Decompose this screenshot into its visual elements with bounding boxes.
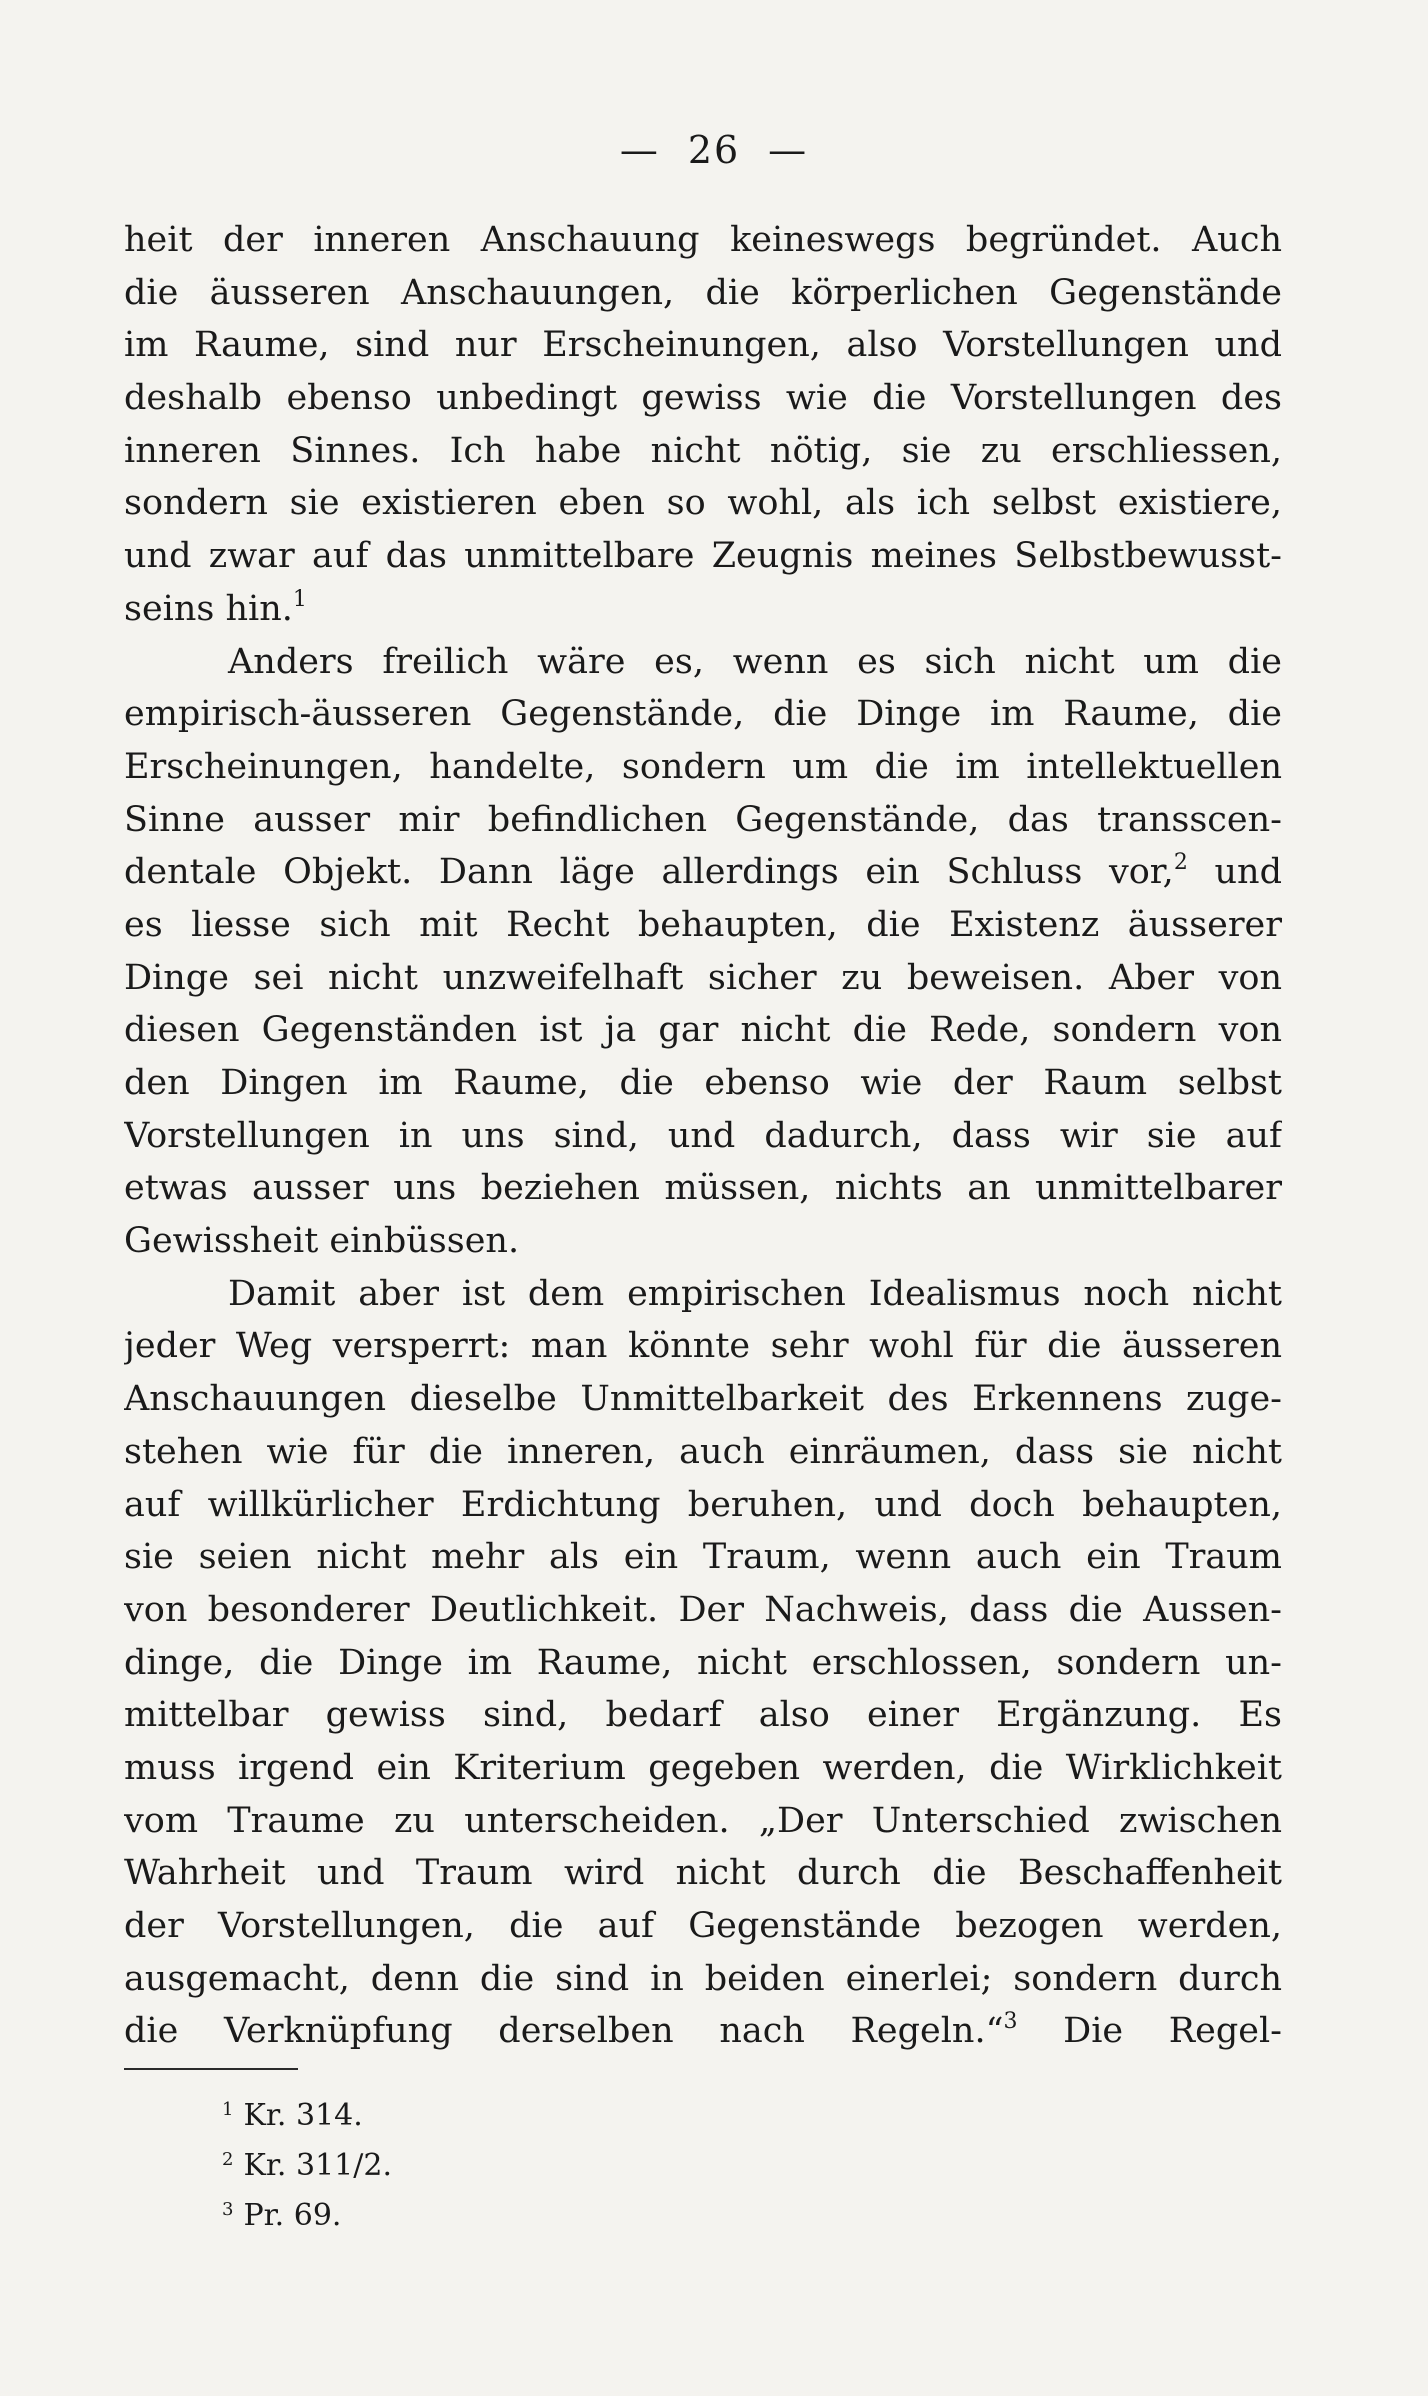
text-line [124, 267, 1282, 320]
text-line [124, 1110, 1282, 1163]
footnote [222, 2088, 392, 2138]
text-line [124, 1847, 1282, 1900]
text-line-content: Anschauungen dieselbe Unmittelbarkeit des Erkennens zuge- [124, 1379, 1282, 1420]
text-line [124, 319, 1282, 372]
text-line [124, 425, 1282, 478]
text-line-content: Anders freilich wäre es, wenn es sich nicht um die [228, 641, 1282, 682]
footnote-reference: 1 [292, 586, 307, 612]
text-line [124, 477, 1282, 530]
text-line [124, 1584, 1282, 1637]
text-line-content: muss irgend ein Kriterium gegeben werden, die Wirklichkeit [124, 1747, 1282, 1788]
text-line-content: Gewissheit einbüssen. [124, 1221, 520, 1262]
text-line-content: seins hin. [124, 588, 293, 629]
text-line-content: Vorstellungen in uns sind, und dadurch, dass wir sie auf [124, 1115, 1282, 1156]
page-number [0, 128, 1428, 172]
text-line [124, 636, 1282, 689]
page-number-dash-left: — [619, 128, 660, 172]
text-line [124, 583, 1282, 636]
text-line-content: Dinge sei nicht unzweifelhaft sicher zu beweisen. Aber von [124, 957, 1282, 998]
footnote [222, 2188, 392, 2238]
text-line [124, 846, 1282, 899]
text-line-continuation: Die Regel- [1017, 2011, 1282, 2052]
body-text [124, 214, 1282, 2058]
text-line [124, 899, 1282, 952]
text-line [124, 741, 1282, 794]
text-line [124, 1162, 1282, 1215]
footnote-marker: 2 [222, 2149, 234, 2170]
text-line [124, 688, 1282, 741]
text-line-content: diesen Gegenständen ist ja gar nicht die Rede, sondern von [124, 1010, 1282, 1051]
text-line-continuation: und [1187, 852, 1282, 893]
page-number-dash-right: — [768, 128, 809, 172]
text-line [124, 1004, 1282, 1057]
text-line-content: von besonderer Deutlichkeit. Der Nachweis, dass die Aussen- [124, 1589, 1282, 1630]
text-line [124, 1742, 1282, 1795]
text-line [124, 1900, 1282, 1953]
page-number-value: 26 [687, 128, 741, 172]
text-line-content: die Verknüpfung derselben nach Regeln.“ [124, 2011, 1004, 2052]
text-line-content: Sinne ausser mir befindlichen Gegenstände, das transscen- [124, 799, 1282, 840]
text-line-content: Wahrheit und Traum wird nicht durch die Beschaffenheit [124, 1853, 1282, 1894]
text-line [124, 214, 1282, 267]
text-line-content: deshalb ebenso unbedingt gewiss wie die Vorstellungen des [124, 378, 1282, 419]
footnote-reference: 2 [1173, 850, 1188, 876]
text-line-content: auf willkürlicher Erdichtung beruhen, und doch behaupten, [124, 1484, 1282, 1525]
text-line [124, 1268, 1282, 1321]
text-line-content: der Vorstellungen, die auf Gegenstände bezogen werden, [124, 1906, 1282, 1946]
text-line [124, 1795, 1282, 1848]
text-line-content: sie seien nicht mehr als ein Traum, wenn auch ein Traum [124, 1537, 1282, 1578]
text-line-content: jeder Weg versperrt: man könnte sehr wohl für die äusseren [124, 1326, 1282, 1367]
footnote [222, 2138, 392, 2188]
text-line [124, 530, 1282, 583]
text-line-content: im Raume, sind nur Erscheinungen, also Vorstellungen und [124, 325, 1282, 366]
text-line-content: stehen wie für die inneren, auch einräumen, dass sie nicht [124, 1431, 1282, 1472]
footnote-reference: 3 [1003, 2009, 1018, 2035]
footnote-divider [124, 2068, 298, 2070]
text-line [124, 794, 1282, 847]
footnote-marker: 3 [222, 2199, 234, 2220]
text-line [124, 1057, 1282, 1110]
text-line [124, 1531, 1282, 1584]
text-line [124, 372, 1282, 425]
text-line [124, 2005, 1282, 2058]
text-line [124, 1953, 1282, 2006]
footnote-marker: 1 [222, 2099, 234, 2120]
footnote-text: Pr. 69. [243, 2198, 342, 2233]
text-line-content: inneren Sinnes. Ich habe nicht nötig, sie zu erschliessen, [124, 430, 1282, 471]
text-line-content: ausgemacht, denn die sind in beiden einerlei; sondern durch [124, 1958, 1282, 1999]
text-line [124, 1479, 1282, 1532]
text-line [124, 1689, 1282, 1742]
text-line-content: Damit aber ist dem empirischen Idealismus noch nicht [228, 1273, 1282, 1314]
text-line-content: den Dingen im Raume, die ebenso wie der Raum selbst [124, 1063, 1282, 1103]
text-line [124, 1426, 1282, 1479]
text-line [124, 1373, 1282, 1426]
footnotes [222, 2088, 392, 2238]
text-line-content: vom Traume zu unterscheiden. „Der Unterschied zwischen [124, 1800, 1282, 1841]
text-line [124, 1320, 1282, 1373]
text-line-content: heit der inneren Anschauung keineswegs begründet. Auch [124, 220, 1282, 260]
text-line-content: Erscheinungen, handelte, sondern um die im intellektuellen [124, 746, 1282, 787]
text-line-content: mittelbar gewiss sind, bedarf also einer Ergänzung. Es [124, 1695, 1282, 1736]
text-line-content: und zwar auf das unmittelbare Zeugnis meines Selbstbewusst- [124, 536, 1282, 577]
text-line-content: es liesse sich mit Recht behaupten, die Existenz äusserer [124, 904, 1282, 945]
text-line [124, 952, 1282, 1005]
text-line-content: dinge, die Dinge im Raume, nicht erschlossen, sondern un- [124, 1642, 1282, 1683]
footnote-text: Kr. 311/2. [243, 2148, 392, 2183]
text-line-content: empirisch-äusseren Gegenstände, die Dinge im Raume, die [124, 694, 1282, 735]
text-line-content: sondern sie existieren eben so wohl, als ich selbst existiere, [124, 483, 1282, 524]
text-line [124, 1637, 1282, 1690]
text-line [124, 1215, 1282, 1268]
text-line-content: die äusseren Anschauungen, die körperlichen Gegenstände [124, 272, 1282, 313]
text-line-content: dentale Objekt. Dann läge allerdings ein Schluss vor, [124, 852, 1174, 893]
text-line-content: etwas ausser uns beziehen müssen, nichts an unmittelbarer [124, 1168, 1282, 1209]
footnote-text: Kr. 314. [243, 2098, 363, 2133]
